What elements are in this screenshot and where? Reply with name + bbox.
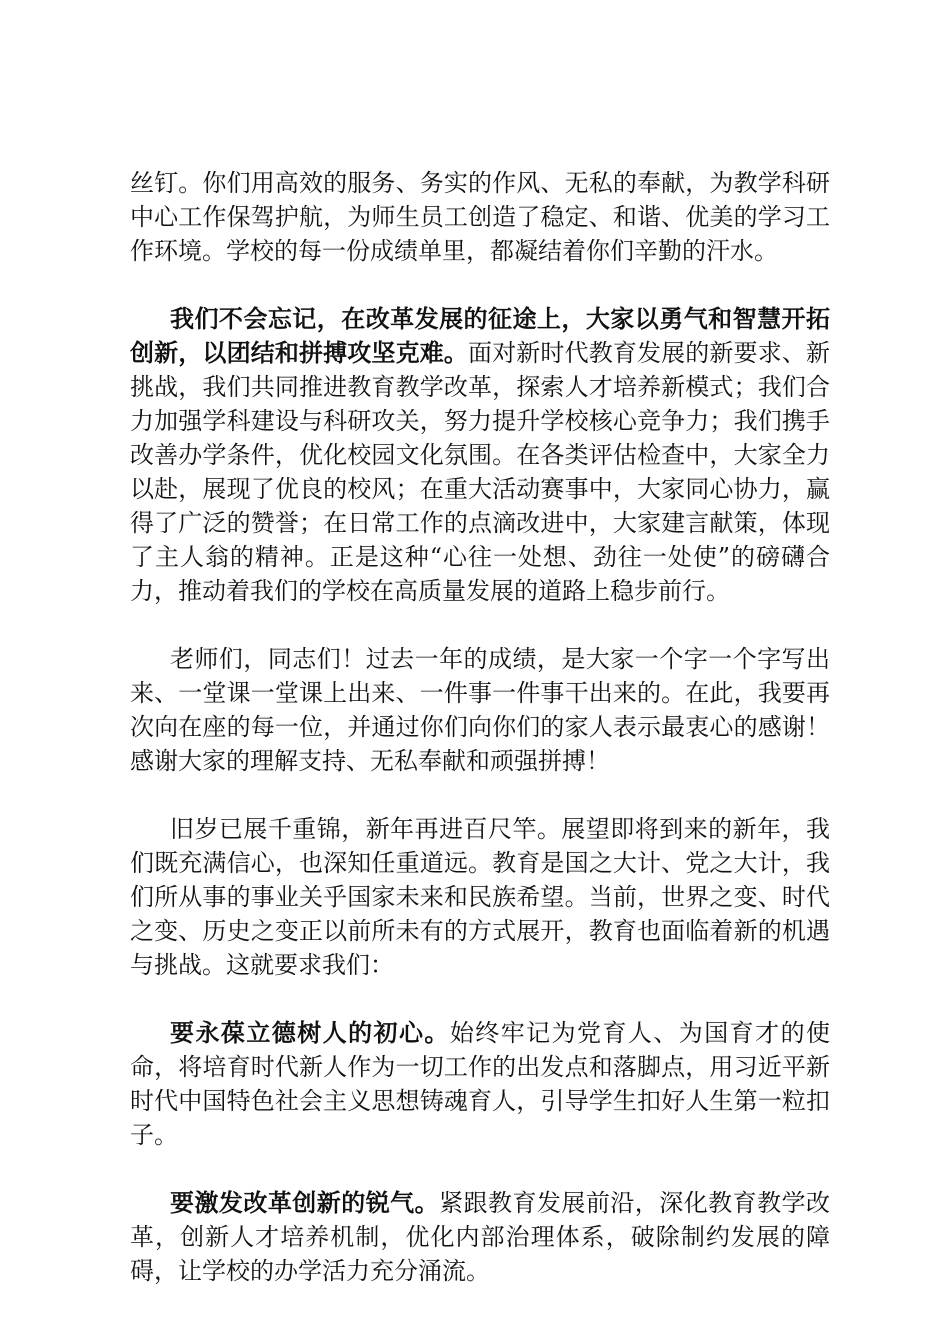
- paragraph-text: 始终牢记为党育人、为国育才的使命，将培育时代新人作为一切工作的出发点和落脚点，用习近平新时代中国特色社会主义思想铸魂育人，引导学生扣好人生第一粒扣子。: [130, 1019, 831, 1149]
- paragraph-lead: 要永葆立德树人的初心。: [170, 1018, 450, 1047]
- paragraph-text: 面对新时代教育发展的新要求、新挑战，我们共同推进教育教学改革，探索人才培养新模式；我们合力加强学科建设与科研攻关，努力提升学校核心竞争力；我们携手改善办学条件，优化校园文化氛围。在各类评估检查中，大家全力以赴，展现了优良的校风；在重大活动赛事中，大家同心协力，赢得了广泛的赞誉；在日常工作的点滴改进中，大家建言献策，体现了主人翁的精神。正是这种“心往一处想、劲往一处使”的磅礴合力，推动着我们的学校在高质量发展的道路上稳步前行。: [130, 339, 830, 605]
- paragraph-thanks: [130, 642, 830, 778]
- paragraph-reform: [130, 302, 830, 608]
- paragraph-original-aspiration: [130, 1016, 830, 1152]
- paragraph-text: 紧跟教育发展前沿，深化教育教学改革，创新人才培养机制，优化内部治理体系，破除制约发展的障碍，让学校的办学活力充分涌流。: [130, 1189, 831, 1285]
- paragraph-text: 旧岁已展千重锦，新年再进百尺竿。展望即将到来的新年，我们既充满信心，也深知任重道远。教育是国之大计、党之大计，我们所从事的事业关乎国家未来和民族希望。当前，世界之变、时代之变、历史之变正以前所未有的方式展开，教育也面临着新的机遇与挑战。这就要求我们：: [130, 815, 830, 979]
- document-body: [130, 166, 830, 1322]
- paragraph-lead: 要激发改革创新的锐气。: [170, 1188, 440, 1217]
- paragraph-text: 老师们，同志们！过去一年的成绩，是大家一个字一个字写出来、一堂课一堂课上出来、一件事一件事干出来的。在此，我要再次向在座的每一位，并通过你们向你们的家人表示最衷心的感谢！感谢大家的理解支持、无私奉献和顽强拼搏！: [130, 645, 830, 775]
- paragraph-continuation: [130, 166, 830, 268]
- paragraph-lead: 我们不会忘记，在改革发展的征途上，大家以勇气和智慧开拓创新，以团结和拼搏攻坚克难。: [130, 304, 830, 367]
- paragraph-text: 丝钉。你们用高效的服务、务实的作风、无私的奉献，为教学科研中心工作保驾护航，为师生员工创造了稳定、和谐、优美的学习工作环境。学校的每一份成绩单里，都凝结着你们辛勤的汗水。: [130, 169, 830, 265]
- paragraph-innovation: [130, 1186, 830, 1288]
- paragraph-outlook: [130, 812, 830, 982]
